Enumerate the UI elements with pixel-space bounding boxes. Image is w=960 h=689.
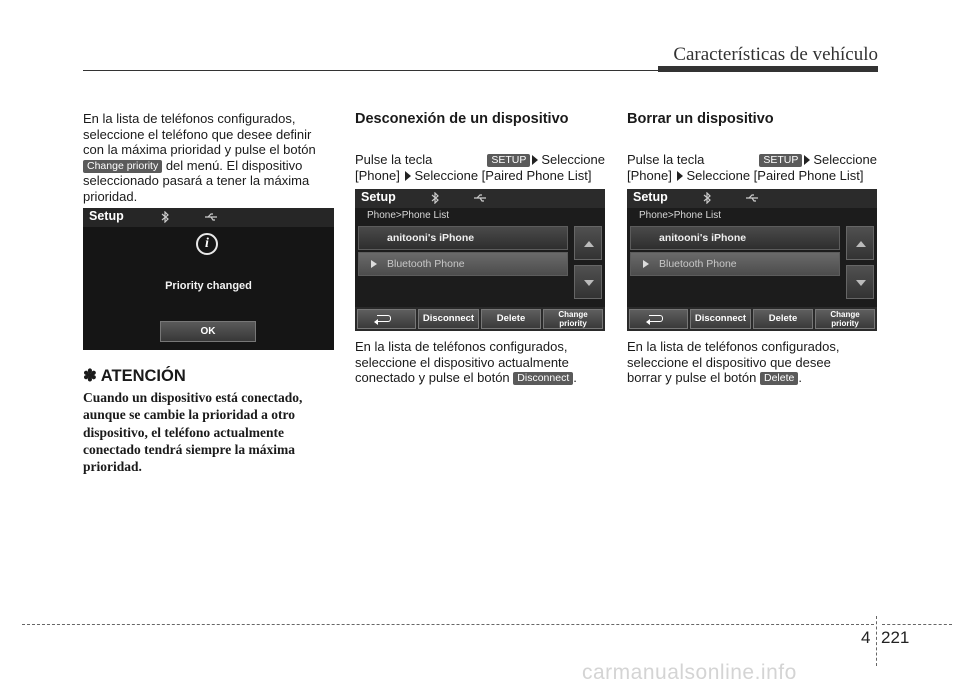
scroll-down-button[interactable] [846, 265, 874, 299]
text-line: conectado tendrá siempre la máxima [83, 441, 295, 457]
disconnect-button[interactable]: Disconnect [418, 309, 479, 329]
back-icon [377, 315, 391, 322]
screen-title: Setup [633, 190, 668, 204]
arrow-right-icon [532, 155, 538, 165]
arrow-right-icon [677, 171, 683, 181]
list-item-label: Bluetooth Phone [659, 258, 737, 270]
text-line: prioridad. [83, 459, 142, 475]
footer-rule-right [882, 624, 952, 625]
text-fragment: . [798, 370, 802, 385]
list-item-label: Bluetooth Phone [387, 258, 465, 270]
breadcrumb: Phone>Phone List [367, 210, 450, 221]
priority-changed-screen [83, 208, 334, 350]
back-button[interactable] [629, 309, 688, 329]
notice-body [83, 389, 334, 475]
breadcrumb: Phone>Phone List [639, 210, 722, 221]
phone-list-screen-2 [627, 189, 877, 331]
text-fragment: Seleccione [541, 152, 605, 167]
change-priority-key: Change priority [83, 160, 162, 173]
arrow-up-icon [584, 241, 594, 247]
softkey-bar [627, 307, 877, 331]
play-icon [643, 260, 649, 268]
header-bar [658, 66, 878, 72]
footer-rule-left [22, 624, 874, 625]
text-fragment: conectado y pulse el botón [355, 370, 510, 385]
text-line [355, 370, 605, 386]
screen-title: Setup [361, 190, 396, 204]
arrow-up-icon [856, 241, 866, 247]
setup-key: SETUP [759, 154, 802, 167]
list-item-label: anitooni's iPhone [659, 232, 747, 244]
scroll-up-button[interactable] [846, 226, 874, 260]
list-item[interactable] [630, 252, 840, 276]
screen-status-bar [627, 189, 877, 208]
text-fragment [487, 152, 605, 168]
text-line [627, 152, 877, 168]
button-label: priority [559, 318, 587, 328]
text-fragment: Seleccione [Paired Phone List] [414, 167, 592, 183]
text-line: seleccionado pasará a tener la máxima [83, 173, 310, 188]
text-line: seleccione el dispositivo que desee [627, 354, 831, 370]
dialog-message: Priority changed [165, 280, 252, 292]
scroll-up-button[interactable] [574, 226, 602, 260]
screen-status-bar [83, 208, 334, 227]
header-rule [83, 70, 658, 71]
col3-paragraph [627, 339, 877, 386]
text-fragment: del menú. El dispositivo [162, 157, 303, 173]
col3-instructions [627, 152, 877, 183]
text-line: con la máxima prioridad y pulse el botón [83, 142, 316, 157]
ok-button[interactable]: OK [160, 321, 256, 342]
phone-list-screen-1 [355, 189, 605, 331]
col1-paragraph [83, 111, 334, 204]
text-line: En la lista de teléfonos configurados, [355, 339, 568, 354]
disconnect-button[interactable]: Disconnect [690, 309, 751, 329]
text-fragment: borrar y pulse el botón [627, 370, 757, 385]
text-fragment: [Phone] [627, 167, 672, 183]
bluetooth-icon [160, 211, 170, 223]
text-line [627, 370, 877, 386]
screen-title: Setup [89, 209, 124, 223]
change-priority-button[interactable] [815, 309, 875, 329]
delete-heading: Borrar un dispositivo [627, 111, 774, 127]
button-label: Change [558, 310, 588, 319]
softkey-bar [355, 307, 605, 331]
text-line: dispositivo, el teléfono actualmente [83, 424, 284, 440]
footer-divider [876, 616, 877, 666]
back-button[interactable] [357, 309, 416, 329]
chapter-number: 4 [861, 628, 871, 647]
arrow-down-icon [856, 280, 866, 286]
text-line [627, 168, 877, 184]
info-icon: i [196, 233, 218, 255]
screen-status-bar [355, 189, 605, 208]
text-line: En la lista de teléfonos configurados, [627, 339, 840, 354]
change-priority-button[interactable] [543, 309, 603, 329]
back-arrowhead-icon [374, 319, 378, 325]
usb-icon [473, 192, 487, 204]
page-number: 221 [881, 628, 910, 647]
list-item[interactable] [630, 226, 840, 250]
button-label: priority [831, 318, 859, 328]
text-fragment: Pulse la tecla [627, 152, 705, 167]
text-line: Cuando un dispositivo está conectado, [83, 390, 303, 405]
delete-key: Delete [760, 372, 798, 385]
back-icon [649, 315, 663, 322]
arrow-right-icon [405, 171, 411, 181]
section-title: Características de vehículo [673, 44, 878, 65]
text-line: seleccione el teléfono que desee definir [83, 126, 312, 142]
bluetooth-icon [702, 192, 712, 204]
text-fragment: [Phone] [355, 167, 400, 183]
list-item[interactable] [358, 226, 568, 250]
text-line: seleccione el dispositivo actualmente [355, 354, 569, 370]
play-icon [371, 260, 377, 268]
delete-button[interactable]: Delete [481, 309, 541, 329]
watermark: carmanualsonline.info [582, 661, 797, 684]
bluetooth-icon [430, 192, 440, 204]
arrow-down-icon [584, 280, 594, 286]
text-fragment: Pulse la tecla [355, 152, 433, 167]
text-line: En la lista de teléfonos configurados, [83, 111, 296, 126]
scroll-down-button[interactable] [574, 265, 602, 299]
text-line: aunque se cambie la prioridad a otro [83, 407, 296, 423]
arrow-right-icon [804, 155, 810, 165]
col2-instructions [355, 152, 605, 183]
back-arrowhead-icon [646, 319, 650, 325]
text-fragment: Seleccione [Paired Phone List] [686, 167, 864, 183]
text-line: prioridad. [83, 188, 138, 204]
text-fragment: Seleccione [813, 152, 877, 167]
text-line [83, 158, 334, 174]
list-item[interactable] [358, 252, 568, 276]
disconnect-key: Disconnect [513, 372, 573, 385]
setup-key: SETUP [487, 154, 530, 167]
disconnect-heading: Desconexión de un dispositivo [355, 111, 569, 127]
usb-icon [204, 211, 218, 223]
button-label: Change [830, 310, 860, 319]
delete-button[interactable]: Delete [753, 309, 813, 329]
usb-icon [745, 192, 759, 204]
text-line [355, 152, 605, 168]
list-item-label: anitooni's iPhone [387, 232, 475, 244]
text-line [355, 168, 605, 184]
col2-paragraph [355, 339, 605, 386]
notice-title: ✽ ATENCIÓN [83, 367, 186, 385]
text-fragment: . [573, 370, 577, 385]
text-fragment [759, 152, 877, 168]
